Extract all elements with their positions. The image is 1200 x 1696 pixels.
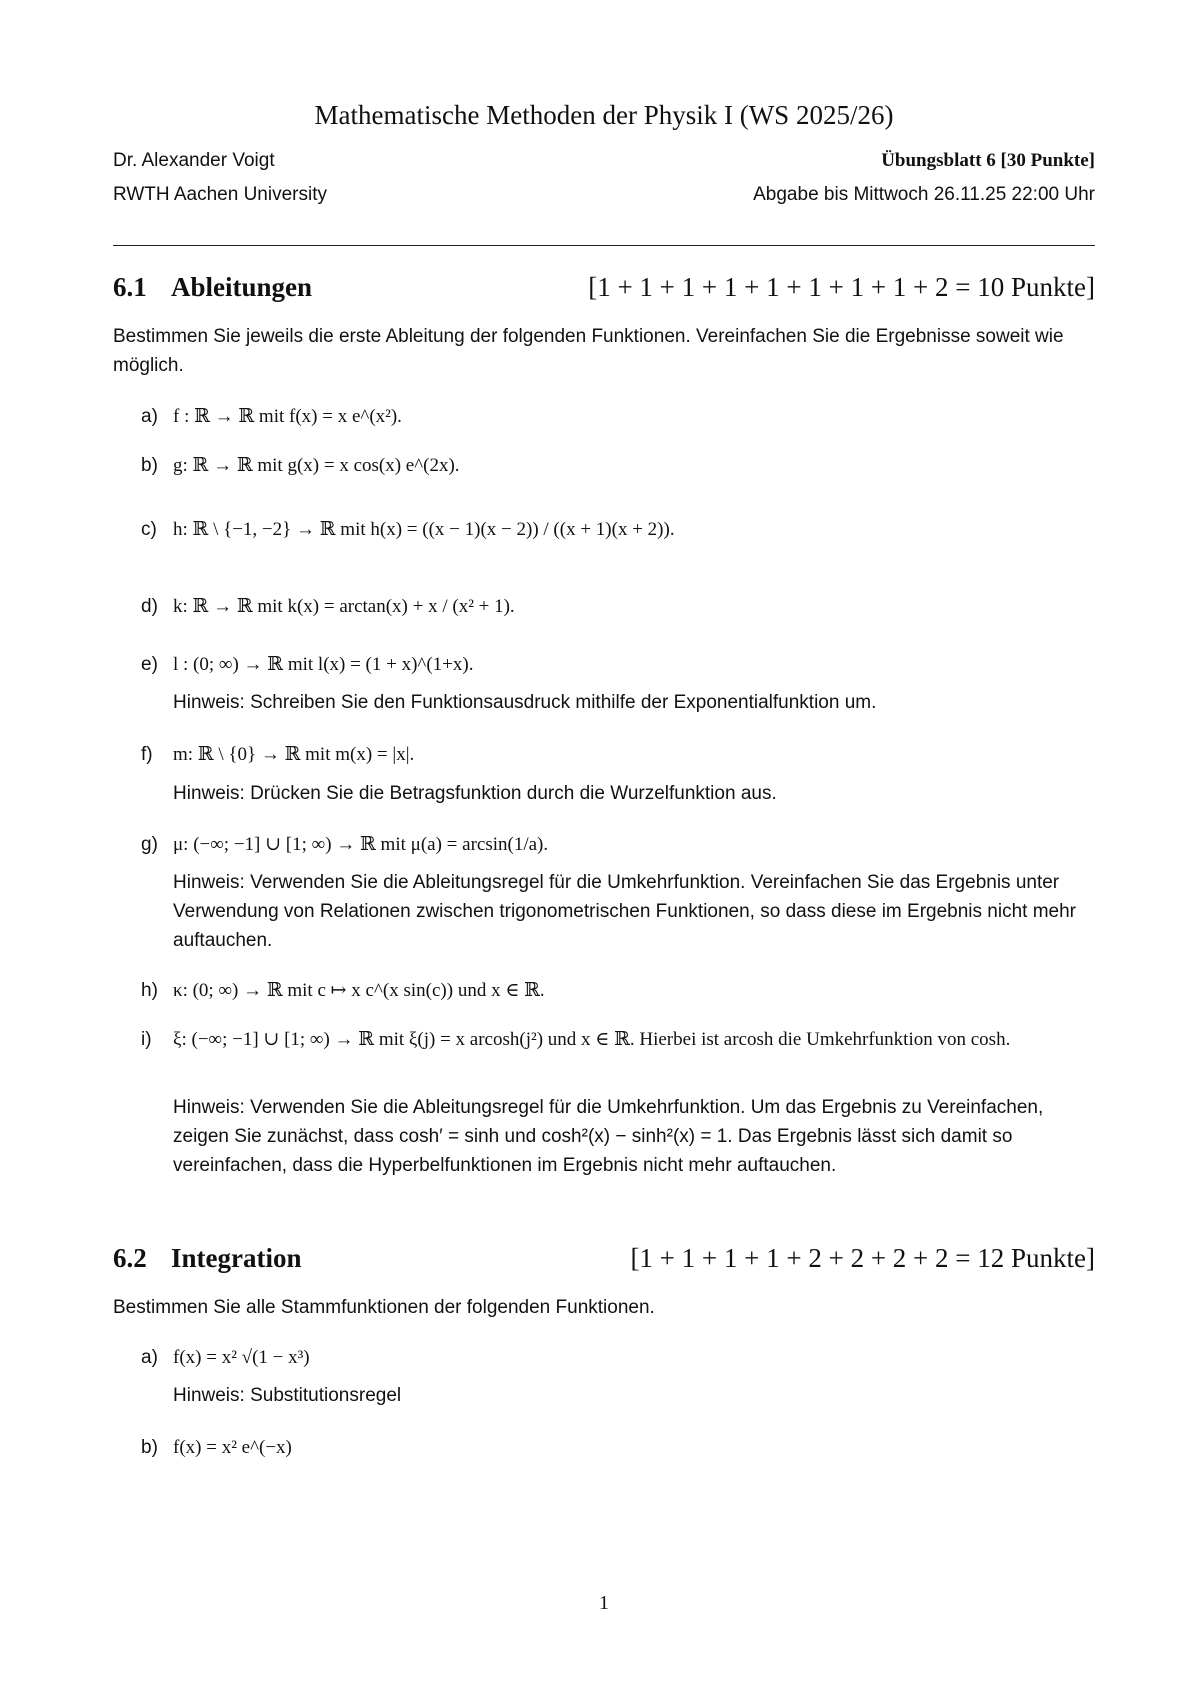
sheet-label: Übungsblatt 6 [30 Punkte] — [881, 150, 1095, 171]
item-text: μ: (−∞; −1] ∪ [1; ∞) → ℝ mit μ(a) = arcsin(1/a). — [173, 834, 549, 855]
item-label: b) — [141, 455, 158, 476]
section-number: 6.1 — [113, 272, 147, 302]
section-points: [1 + 1 + 1 + 1 + 1 + 1 + 1 + 1 + 2 = 10 Punkte] — [588, 272, 1095, 302]
item-text: l : (0; ∞) → ℝ mit l(x) = (1 + x)^(1+x). — [173, 654, 474, 675]
item-hint: Hinweis: Substitutionsregel — [173, 1385, 402, 1406]
author: Dr. Alexander Voigt — [113, 150, 275, 171]
item-label: h) — [141, 980, 158, 1001]
item-hint: Hinweis: Verwenden Sie die Ableitungsregel für die Umkehrfunktion. Um das Ergebnis zu Vereinfachen, zeigen Sie zunächst, dass cosh′ = sinh und cosh²(x) − sinh²(x) = 1. Das Ergebnis lässt sich damit so vereinfachen, dass die Hyperbelfunktionen im Ergebnis nicht mehr auftauchen. — [173, 1097, 1044, 1176]
item-text: ξ: (−∞; −1] ∪ [1; ∞) → ℝ mit ξ(j) = x arcosh(j²) und x ∈ ℝ. Hierbei ist arcosh die Umkehrfunktion von cosh. — [173, 1029, 1011, 1050]
item-hint: Hinweis: Schreiben Sie den Funktionsausdruck mithilfe der Exponentialfunktion um. — [173, 692, 877, 713]
item-text: f(x) = x² e^(−x) — [173, 1437, 292, 1458]
item-hint: Hinweis: Drücken Sie die Betragsfunktion durch die Wurzelfunktion aus. — [173, 783, 777, 804]
item-label: b) — [141, 1437, 158, 1458]
item-text: f(x) = x² √(1 − x³) — [173, 1347, 310, 1368]
item-label: a) — [141, 406, 158, 427]
item-label: c) — [141, 519, 157, 540]
page-number: 1 — [599, 1592, 609, 1614]
item-hint: Hinweis: Verwenden Sie die Ableitungsregel für die Umkehrfunktion. Vereinfachen Sie das Ergebnis unter Verwendung von Relationen zwischen trigonometrischen Funktionen, so dass diese im Ergebnis nicht mehr auftauchen. — [173, 872, 1076, 951]
item-text: m: ℝ \ {0} → ℝ mit m(x) = |x|. — [173, 744, 415, 765]
item-label: i) — [141, 1029, 152, 1050]
section-name: Ableitungen — [171, 272, 313, 302]
item-text: f : ℝ → ℝ mit f(x) = x e^(x²). — [173, 406, 402, 427]
institution: RWTH Aachen University — [113, 184, 327, 205]
document-title: Mathematische Methoden der Physik I (WS 2025/26) — [314, 100, 894, 130]
section-points: [1 + 1 + 1 + 1 + 2 + 2 + 2 + 2 = 12 Punkte] — [630, 1243, 1095, 1273]
section-name: Integration — [171, 1243, 302, 1273]
item-label: e) — [141, 654, 158, 675]
item-label: g) — [141, 834, 158, 855]
item-text: k: ℝ → ℝ mit k(x) = arctan(x) + x / (x² + 1). — [173, 596, 515, 617]
item-label: a) — [141, 1347, 158, 1368]
deadline: Abgabe bis Mittwoch 26.11.25 22:00 Uhr — [753, 184, 1095, 205]
item-label: d) — [141, 596, 158, 617]
item-text: κ: (0; ∞) → ℝ mit c ↦ x c^(x sin(c)) und x ∈ ℝ. — [173, 980, 545, 1001]
item-text: h: ℝ \ {−1, −2} → ℝ mit h(x) = ((x − 1)(x − 2)) / ((x + 1)(x + 2)). — [173, 519, 675, 540]
section-number: 6.2 — [113, 1243, 147, 1273]
section-intro: Bestimmen Sie jeweils die erste Ableitung der folgenden Funktionen. Vereinfachen Sie die Ergebnisse soweit wie möglich. — [113, 326, 1064, 376]
item-text: g: ℝ → ℝ mit g(x) = x cos(x) e^(2x). — [173, 455, 460, 476]
header-divider — [113, 245, 1095, 246]
section-intro: Bestimmen Sie alle Stammfunktionen der folgenden Funktionen. — [113, 1297, 655, 1318]
item-label: f) — [141, 744, 153, 765]
